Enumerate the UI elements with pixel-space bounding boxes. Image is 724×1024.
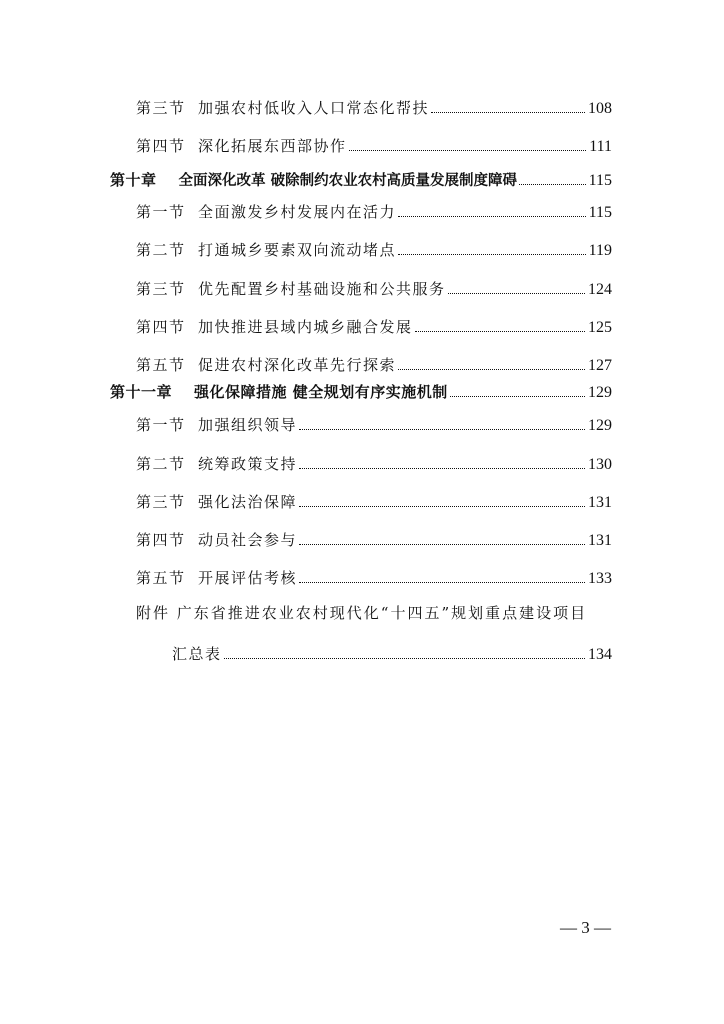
toc-page-number: 131 xyxy=(588,494,612,511)
toc-entry-title: 加快推进县域内城乡融合发展 xyxy=(198,318,413,336)
toc-entry-title: 强化法治保障 xyxy=(198,493,298,511)
toc-entry[interactable] xyxy=(136,407,612,435)
toc-section-number: 第四节 xyxy=(136,137,186,155)
toc-entry[interactable] xyxy=(136,232,612,260)
toc-chapter-title: 全面深化改革 破除制约农业农村高质量发展制度障碍 xyxy=(178,173,518,189)
dot-leader xyxy=(299,582,585,583)
toc-chapter-title: 强化保障措施 健全规划有序实施机制 xyxy=(194,383,448,401)
toc-section-number: 第三节 xyxy=(136,280,186,298)
toc-page-number: 133 xyxy=(588,570,612,587)
toc-chapter-entry[interactable] xyxy=(110,162,612,190)
dot-leader xyxy=(398,216,586,217)
toc-entry[interactable] xyxy=(136,90,612,118)
toc-entry-title: 促进农村深化改革先行探索 xyxy=(198,356,397,374)
toc-page-number: 129 xyxy=(588,384,612,401)
toc-entry-title: 统筹政策支持 xyxy=(198,455,298,473)
toc-page-number: 127 xyxy=(588,357,612,374)
toc-section-number: 第四节 xyxy=(136,318,186,336)
page-footer-number: — 3 — xyxy=(560,918,611,937)
toc-section-number: 第一节 xyxy=(136,203,186,221)
toc-entry[interactable] xyxy=(136,347,612,375)
toc-entry-title: 深化拓展东西部协作 xyxy=(198,137,347,155)
dot-leader xyxy=(398,254,586,255)
toc-section-number: 第二节 xyxy=(136,241,186,259)
toc-page-number: 124 xyxy=(588,281,612,298)
toc-page-number: 111 xyxy=(589,138,612,155)
dot-leader xyxy=(398,369,585,370)
dot-leader xyxy=(448,293,585,294)
toc-entry[interactable] xyxy=(136,309,612,337)
dot-leader xyxy=(299,429,585,430)
toc-page-number: 134 xyxy=(588,646,612,663)
toc-page-number: 119 xyxy=(588,242,612,259)
dot-leader xyxy=(415,331,585,332)
toc-annex-entry[interactable] xyxy=(172,636,612,664)
toc-page-number: 115 xyxy=(588,204,612,221)
toc-section-number: 第五节 xyxy=(136,356,186,374)
toc-page-number: 130 xyxy=(588,456,612,473)
toc-page-number: 115 xyxy=(588,172,612,189)
toc-page-number: 129 xyxy=(588,417,612,434)
toc-entry-title: 动员社会参与 xyxy=(198,531,298,549)
toc-entry-title: 优先配置乡村基础设施和公共服务 xyxy=(198,280,446,298)
dot-leader xyxy=(224,658,585,659)
toc-entry[interactable] xyxy=(136,271,612,299)
dot-leader xyxy=(299,468,585,469)
toc-section-number: 第五节 xyxy=(136,569,186,587)
toc-entry[interactable] xyxy=(136,522,612,550)
dot-leader xyxy=(450,396,585,397)
toc-entry[interactable] xyxy=(136,128,612,156)
toc-entry-title: 打通城乡要素双向流动堵点 xyxy=(198,241,397,259)
toc-chapter-number: 第十一章 xyxy=(110,383,173,401)
dot-leader xyxy=(299,544,585,545)
toc-entry-title: 全面激发乡村发展内在活力 xyxy=(198,203,397,221)
toc-entry-title: 加强组织领导 xyxy=(198,416,298,434)
toc-section-number: 第一节 xyxy=(136,416,186,434)
toc-entry[interactable] xyxy=(136,194,612,222)
toc-entry-title: 开展评估考核 xyxy=(198,569,298,587)
toc-section-number: 第二节 xyxy=(136,455,186,473)
toc-entry[interactable] xyxy=(136,484,612,512)
toc-section-number: 第三节 xyxy=(136,99,186,117)
dot-leader xyxy=(349,150,587,151)
dot-leader xyxy=(299,506,585,507)
toc-annex-title-cont: 汇总表 xyxy=(172,645,222,663)
toc-page-number: 125 xyxy=(588,319,612,336)
toc-section-number: 第三节 xyxy=(136,493,186,511)
toc-chapter-number: 第十章 xyxy=(110,171,157,189)
toc-entry[interactable] xyxy=(136,560,612,588)
toc-page-number: 131 xyxy=(588,532,612,549)
toc-entry[interactable] xyxy=(136,446,612,474)
dot-leader xyxy=(519,184,586,185)
dot-leader xyxy=(431,112,585,113)
toc-chapter-entry[interactable] xyxy=(110,374,612,402)
toc-entry-title: 加强农村低收入人口常态化帮扶 xyxy=(198,99,430,117)
toc-section-number: 第四节 xyxy=(136,531,186,549)
toc-annex-title[interactable]: 附件 广东省推进农业农村现代化“十四五”规划重点建设项目 xyxy=(136,604,588,622)
toc-page-number: 108 xyxy=(588,100,612,117)
